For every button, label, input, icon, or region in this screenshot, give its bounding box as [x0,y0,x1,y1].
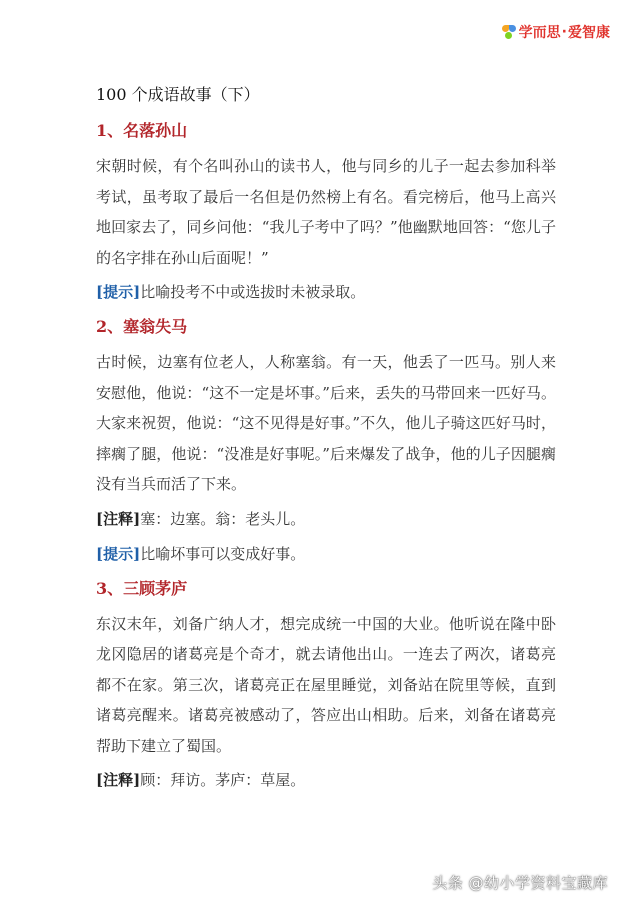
story-annotation [96,769,556,791]
annotation-text: 顾：拜访。茅庐：草屋。 [140,771,306,789]
watermark: 头条 @幼小学资料宝藏库 [432,874,608,892]
story-paragraph: 宋朝时候，有个名叫孙山的读书人，他与同乡的儿子一起去参加科举考试，虽考取了最后一名但是仍然榜上有名。看完榜后，他马上高兴地回家去了，同乡问他：“我儿子考中了吗？”他幽默地回答：“您儿子的名字排在孙山后面呢！” [96,157,556,267]
brand-subname: 爱智康 [568,25,610,41]
story-title: 3、三顾茅庐 [96,578,188,598]
brand-logo [502,22,610,42]
story-title: 2、塞翁失马 [96,317,188,336]
story-paragraph: 古时候，边塞有位老人，人称塞翁。有一天，他丢了一匹马。别人来安慰他，他说：“这不一定是坏事。”后来，丢失的马带回来一匹好马。大家来祝贺，他说：“这不见得是好事。”不久，他儿子骑这匹好马时，摔瘸了腿，他说：“没准是好事呢。”后来爆发了战争，他的儿子因腿瘸没有当兵而活了下来。 [96,353,556,493]
tip-label: [提示] [96,544,141,563]
tip-label: [提示] [96,283,141,301]
story-annotation [96,508,556,530]
tip-text: 比喻坏事可以变成好事。 [140,544,306,563]
annotation-label: [注释] [96,509,141,528]
story-tip [96,281,556,303]
story-paragraph: 东汉末年，刘备广纳人才，想完成统一中国的大业。他听说在隆中卧龙冈隐居的诸葛亮是个奇才，就去请他出山。一连去了两次，诸葛亮都不在家。第三次，诸葛亮正在屋里睡觉，刘备站在院里等候，直到诸葛亮醒来。诸葛亮被感动了，答应出山相助。后来，刘备在诸葛亮帮助下建立了蜀国。 [96,614,556,755]
brand-logo-icon [502,25,516,39]
tip-text: 比喻投考不中或选拔时未被录取。 [140,283,366,301]
document-body [96,84,556,804]
story-tip [96,543,556,565]
story-title: 1、名落孙山 [96,121,188,140]
annotation-label: [注释] [96,771,141,789]
annotation-text: 塞：边塞。翁：老头儿。 [140,509,306,528]
brand-separator: · [561,24,567,40]
brand-name: 学而思 [518,25,561,41]
document-title: 100 个成语故事（下） [96,85,260,104]
